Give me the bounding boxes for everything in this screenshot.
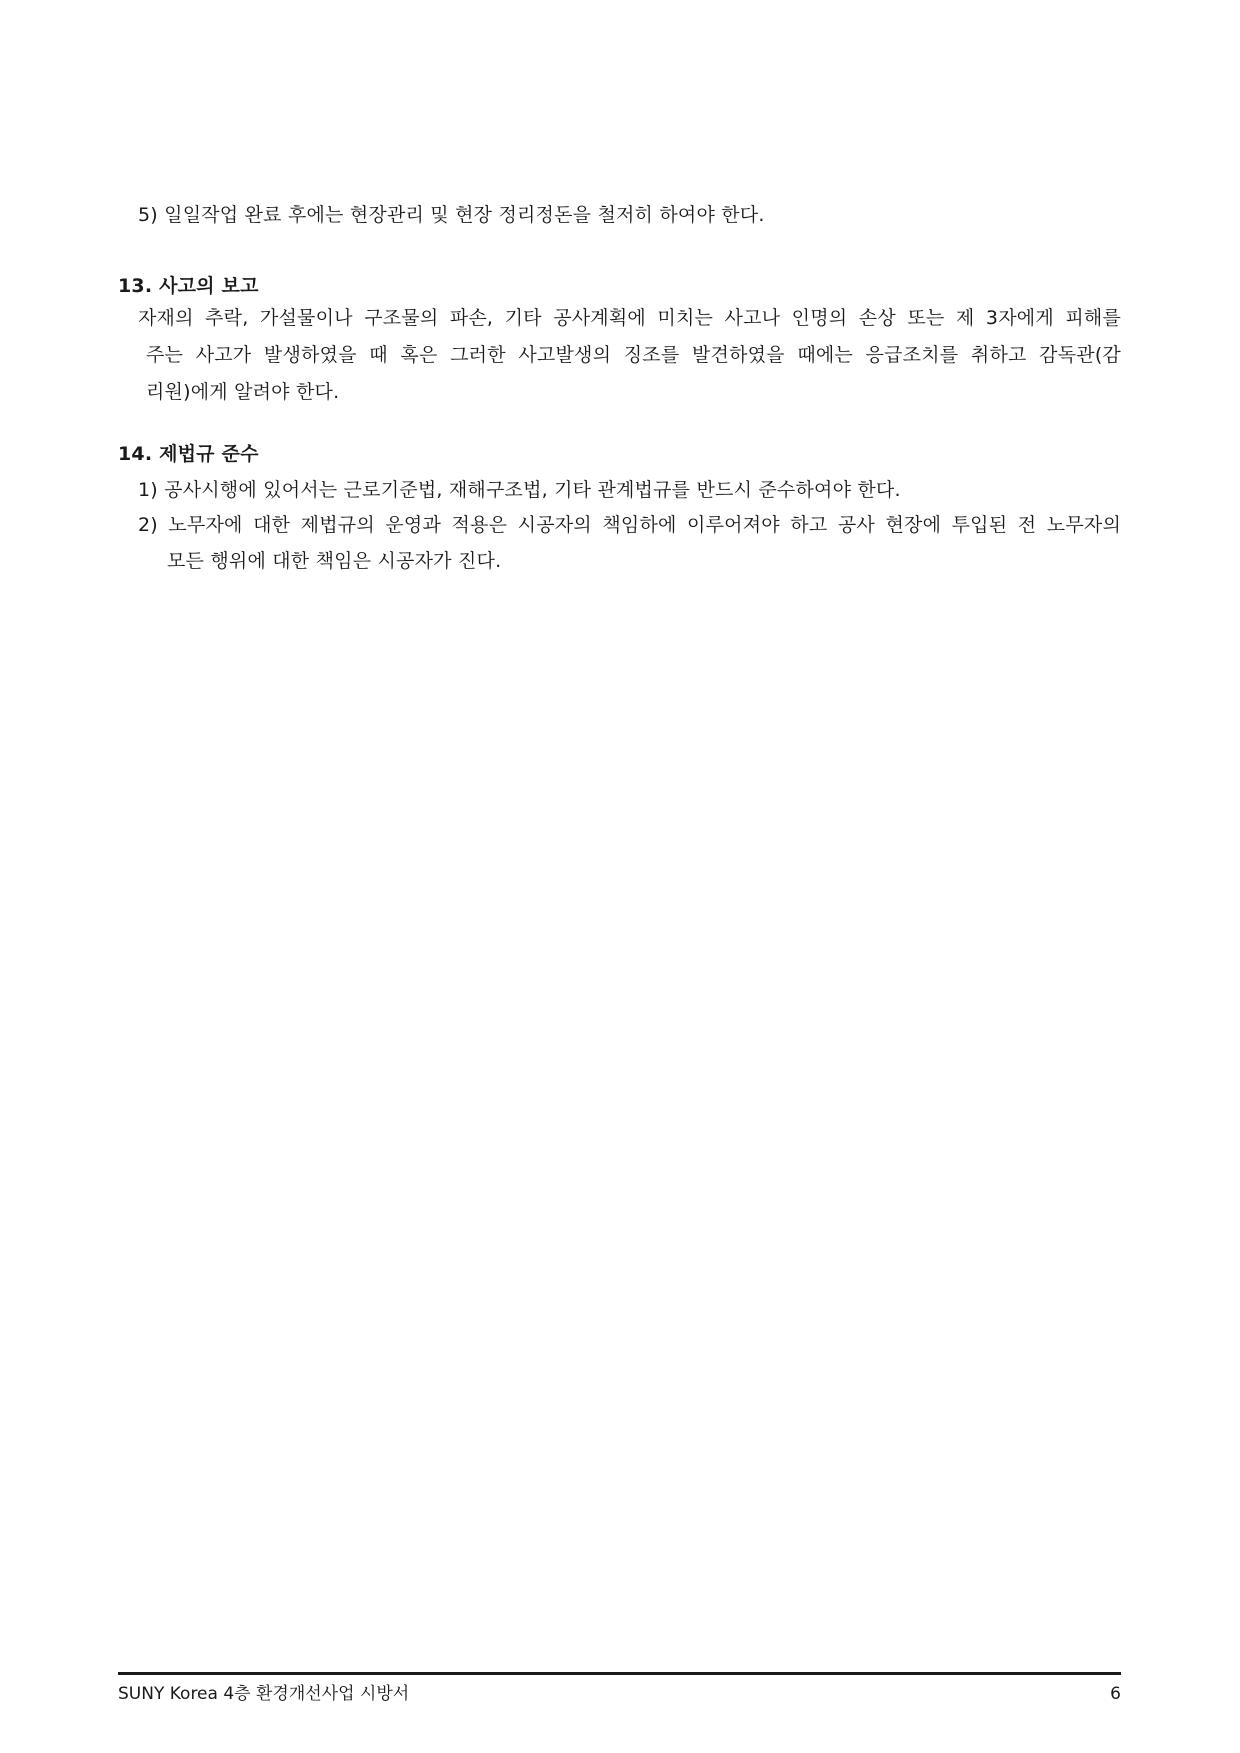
footer-divider [118, 1672, 1121, 1675]
section13-para-line2: 주는 사고가 발생하였을 때 혹은 그러한 사고발생의 징조를 발견하였을 때에는 응급조치를 취하고 감독관(감 [146, 344, 1121, 366]
section14-heading: 14. 제법규 준수 [118, 443, 259, 465]
footer-title: SUNY Korea 4층 환경개선사업 시방서 [118, 1684, 410, 1704]
section14-item2-line2: 모든 행위에 대한 책임은 시공자가 진다. [167, 550, 502, 572]
section13-para-line3: 리원)에게 알려야 한다. [146, 381, 340, 403]
section12-item5: 5) 일일작업 완료 후에는 현장관리 및 현장 정리정돈을 철저히 하여야 한다. [138, 204, 765, 226]
section14-item1: 1) 공사시행에 있어서는 근로기준법, 재해구조법, 기타 관계법규를 반드시 준수하여야 한다. [138, 479, 901, 501]
section13-heading: 13. 사고의 보고 [118, 275, 259, 297]
section14-item2-line1: 2) 노무자에 대한 제법규의 운영과 적용은 시공자의 책임하에 이루어져야 하고 공사 현장에 투입된 전 노무자의 [138, 514, 1121, 536]
footer-page-number: 6 [1110, 1684, 1121, 1704]
section13-para-line1: 자재의 추락, 가설물이나 구조물의 파손, 기타 공사계획에 미치는 사고나 인명의 손상 또는 제 3자에게 피해를 [138, 307, 1121, 329]
